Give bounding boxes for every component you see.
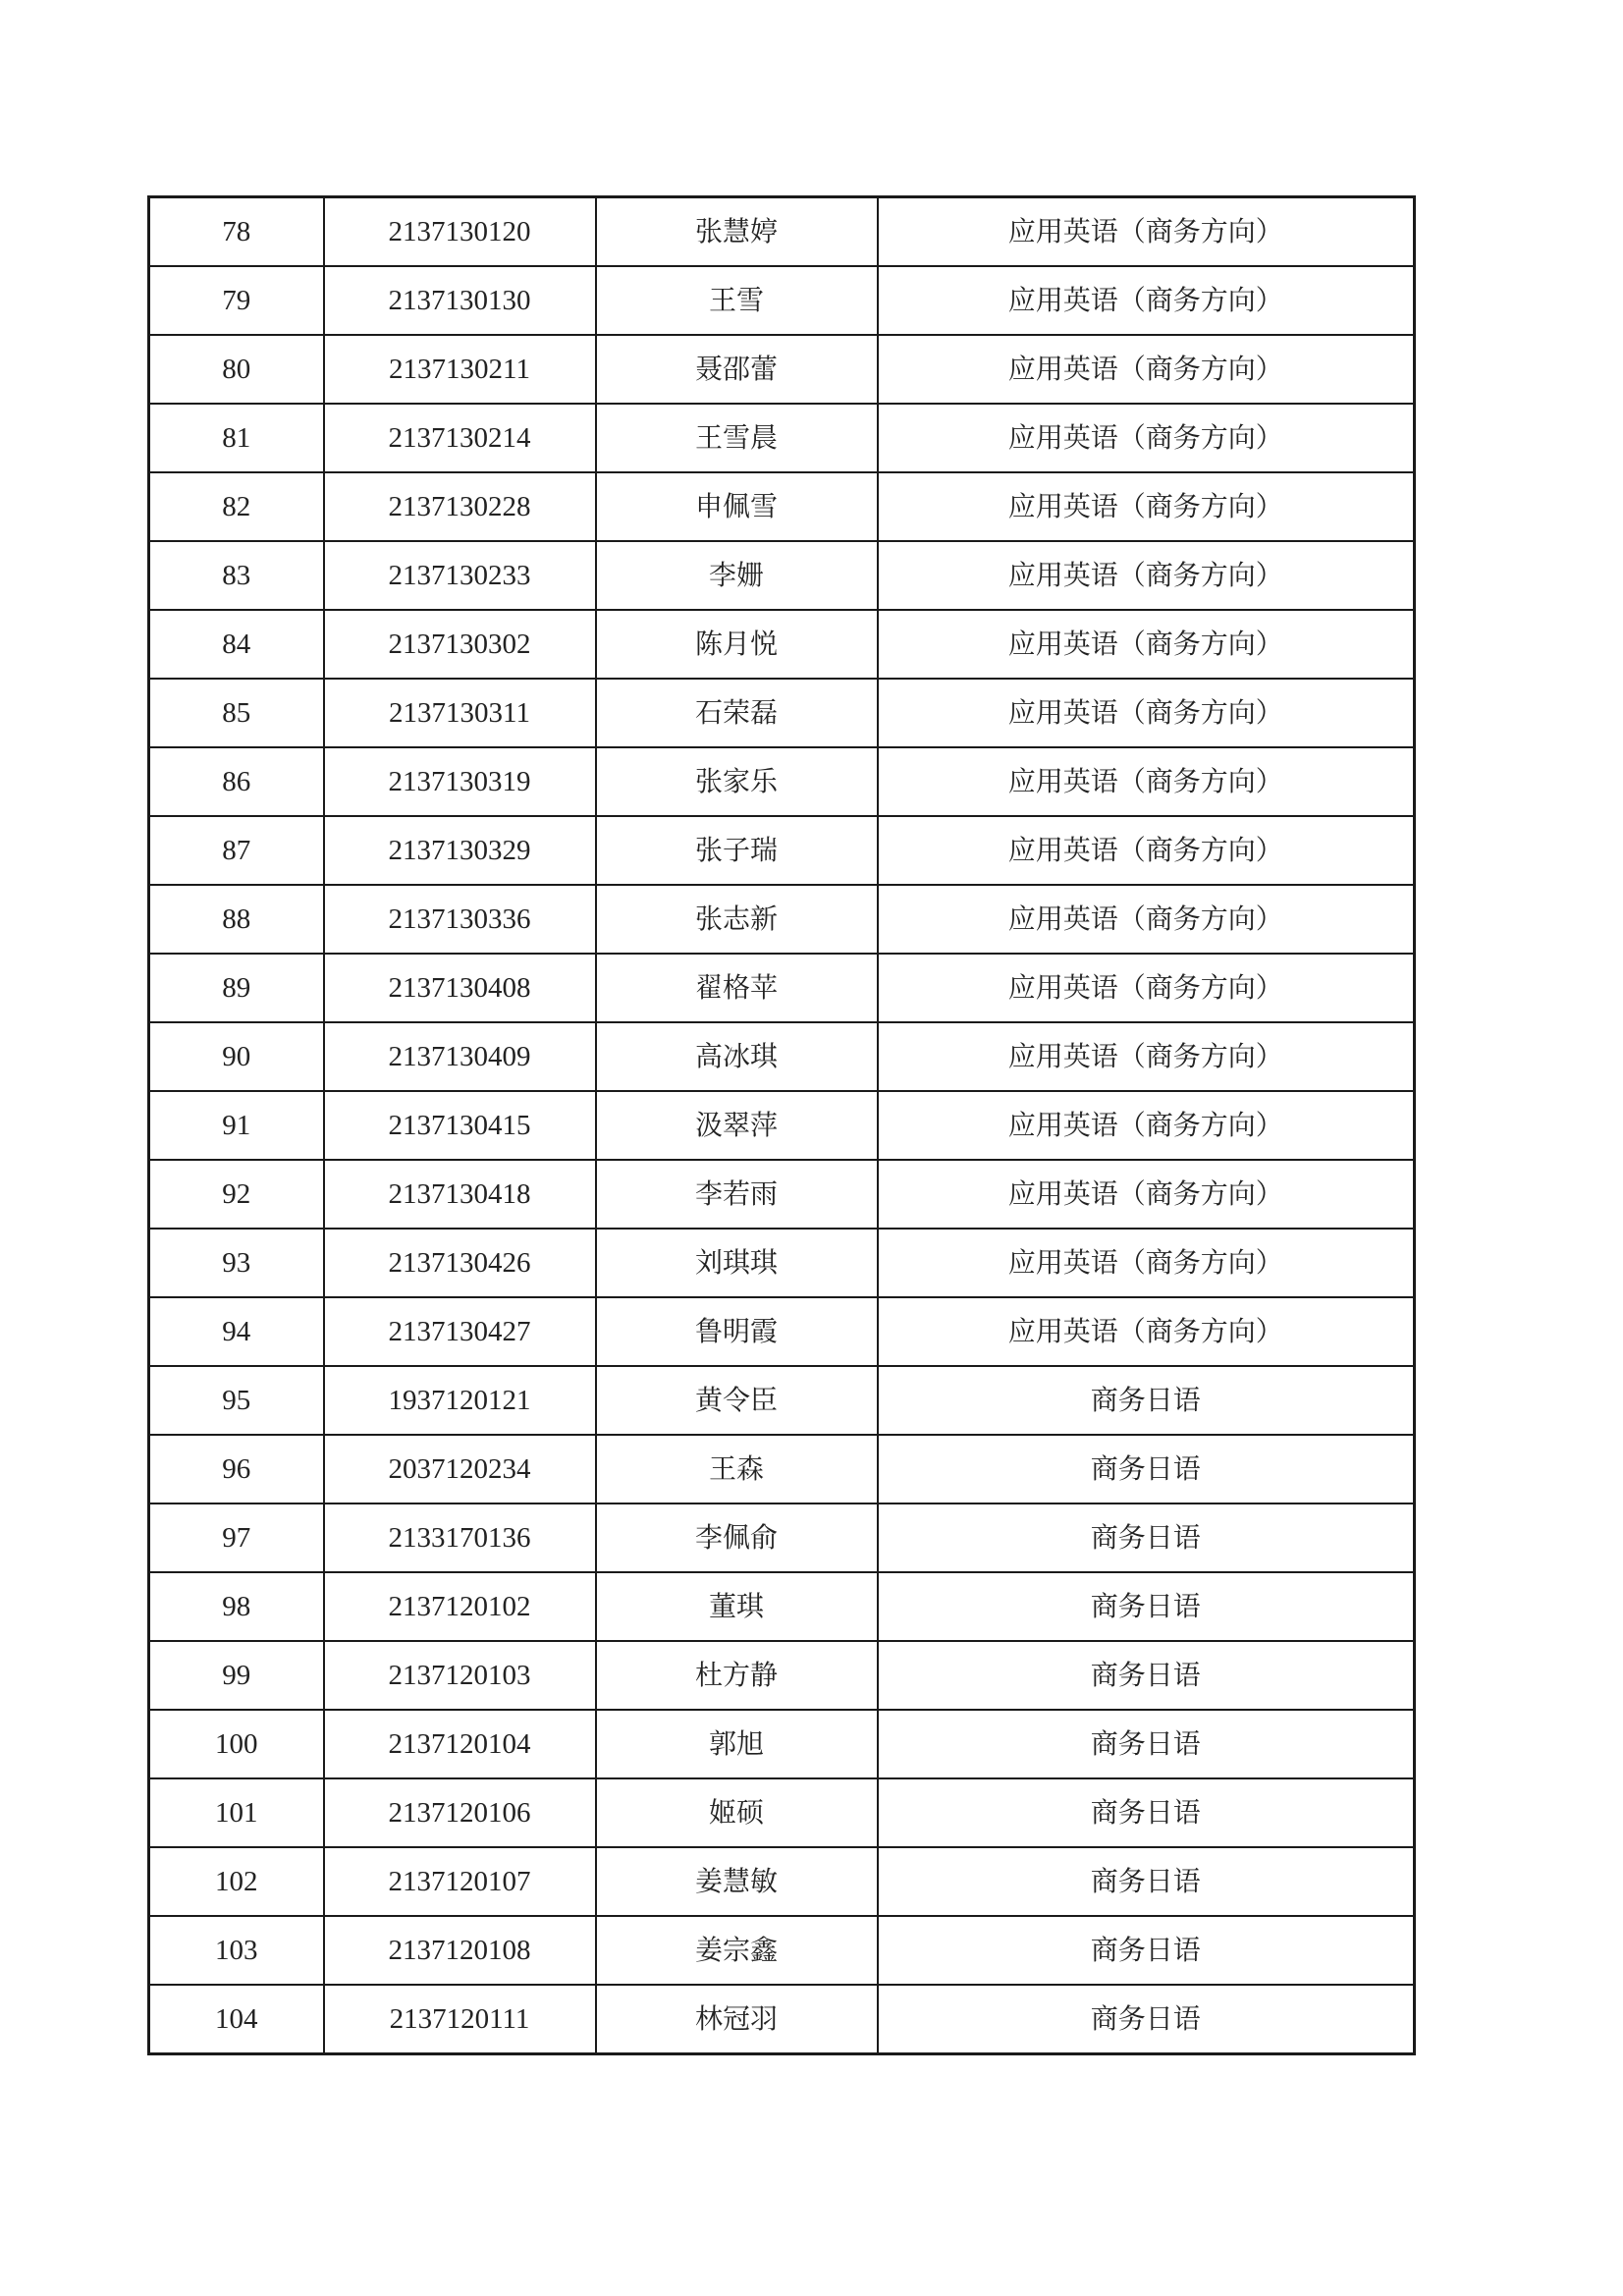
row-number-cell: 102 — [149, 1847, 324, 1916]
table-row — [149, 335, 1415, 404]
major-cell: 应用英语（商务方向） — [878, 679, 1415, 747]
row-number-cell: 100 — [149, 1710, 324, 1778]
student-id-cell: 2137130329 — [324, 816, 596, 885]
table-row — [149, 1503, 1415, 1572]
student-name-cell: 翟格苹 — [596, 954, 878, 1022]
student-table-body — [149, 197, 1415, 2054]
table-row — [149, 1847, 1415, 1916]
student-table — [147, 195, 1416, 2055]
major-cell: 应用英语（商务方向） — [878, 885, 1415, 954]
student-name-cell: 聂邵蕾 — [596, 335, 878, 404]
student-name-cell: 张慧婷 — [596, 197, 878, 267]
table-row — [149, 1297, 1415, 1366]
major-cell: 商务日语 — [878, 1710, 1415, 1778]
row-number-cell: 98 — [149, 1572, 324, 1641]
table-row — [149, 1160, 1415, 1229]
major-cell: 商务日语 — [878, 1435, 1415, 1503]
major-cell: 商务日语 — [878, 1916, 1415, 1985]
major-cell: 商务日语 — [878, 1985, 1415, 2054]
student-id-cell: 2137130120 — [324, 197, 596, 267]
student-id-cell: 2137120108 — [324, 1916, 596, 1985]
row-number-cell: 91 — [149, 1091, 324, 1160]
major-cell: 应用英语（商务方向） — [878, 1160, 1415, 1229]
student-name-cell: 李姗 — [596, 541, 878, 610]
student-id-cell: 2137120103 — [324, 1641, 596, 1710]
student-id-cell: 2137130418 — [324, 1160, 596, 1229]
row-number-cell: 82 — [149, 472, 324, 541]
table-row — [149, 1985, 1415, 2054]
student-name-cell: 刘琪琪 — [596, 1229, 878, 1297]
row-number-cell: 97 — [149, 1503, 324, 1572]
student-id-cell: 2137120104 — [324, 1710, 596, 1778]
major-cell: 应用英语（商务方向） — [878, 747, 1415, 816]
student-id-cell: 2137130409 — [324, 1022, 596, 1091]
student-id-cell: 2137130336 — [324, 885, 596, 954]
row-number-cell: 78 — [149, 197, 324, 267]
row-number-cell: 96 — [149, 1435, 324, 1503]
table-row — [149, 197, 1415, 267]
student-id-cell: 2133170136 — [324, 1503, 596, 1572]
major-cell: 应用英语（商务方向） — [878, 816, 1415, 885]
student-id-cell: 2137120107 — [324, 1847, 596, 1916]
student-id-cell: 2137130415 — [324, 1091, 596, 1160]
student-name-cell: 杜方静 — [596, 1641, 878, 1710]
major-cell: 应用英语（商务方向） — [878, 1022, 1415, 1091]
row-number-cell: 87 — [149, 816, 324, 885]
table-row — [149, 816, 1415, 885]
student-id-cell: 2137130233 — [324, 541, 596, 610]
student-name-cell: 林冠羽 — [596, 1985, 878, 2054]
major-cell: 应用英语（商务方向） — [878, 335, 1415, 404]
row-number-cell: 99 — [149, 1641, 324, 1710]
major-cell: 应用英语（商务方向） — [878, 197, 1415, 267]
table-row — [149, 1572, 1415, 1641]
major-cell: 应用英语（商务方向） — [878, 610, 1415, 679]
student-name-cell: 姬硕 — [596, 1778, 878, 1847]
major-cell: 应用英语（商务方向） — [878, 1297, 1415, 1366]
student-name-cell: 汲翠萍 — [596, 1091, 878, 1160]
student-name-cell: 张志新 — [596, 885, 878, 954]
student-name-cell: 王森 — [596, 1435, 878, 1503]
table-row — [149, 472, 1415, 541]
table-row — [149, 1710, 1415, 1778]
row-number-cell: 85 — [149, 679, 324, 747]
table-row — [149, 1641, 1415, 1710]
student-name-cell: 王雪 — [596, 266, 878, 335]
student-name-cell: 石荣磊 — [596, 679, 878, 747]
student-name-cell: 张家乐 — [596, 747, 878, 816]
student-id-cell: 2137130211 — [324, 335, 596, 404]
row-number-cell: 93 — [149, 1229, 324, 1297]
row-number-cell: 81 — [149, 404, 324, 472]
student-id-cell: 2137130228 — [324, 472, 596, 541]
row-number-cell: 103 — [149, 1916, 324, 1985]
major-cell: 商务日语 — [878, 1641, 1415, 1710]
row-number-cell: 84 — [149, 610, 324, 679]
table-row — [149, 541, 1415, 610]
row-number-cell: 95 — [149, 1366, 324, 1435]
student-name-cell: 李若雨 — [596, 1160, 878, 1229]
student-name-cell: 高冰琪 — [596, 1022, 878, 1091]
student-name-cell: 黄令臣 — [596, 1366, 878, 1435]
student-id-cell: 2137130319 — [324, 747, 596, 816]
row-number-cell: 89 — [149, 954, 324, 1022]
table-row — [149, 747, 1415, 816]
student-id-cell: 2137130214 — [324, 404, 596, 472]
table-row — [149, 1366, 1415, 1435]
student-id-cell: 2137130426 — [324, 1229, 596, 1297]
student-name-cell: 张子瑞 — [596, 816, 878, 885]
student-name-cell: 申佩雪 — [596, 472, 878, 541]
table-row — [149, 610, 1415, 679]
row-number-cell: 94 — [149, 1297, 324, 1366]
table-row — [149, 1091, 1415, 1160]
table-row — [149, 1916, 1415, 1985]
table-row — [149, 266, 1415, 335]
student-name-cell: 董琪 — [596, 1572, 878, 1641]
major-cell: 应用英语（商务方向） — [878, 954, 1415, 1022]
student-name-cell: 郭旭 — [596, 1710, 878, 1778]
student-id-cell: 2137130302 — [324, 610, 596, 679]
major-cell: 商务日语 — [878, 1366, 1415, 1435]
row-number-cell: 104 — [149, 1985, 324, 2054]
student-id-cell: 2137120111 — [324, 1985, 596, 2054]
major-cell: 商务日语 — [878, 1778, 1415, 1847]
major-cell: 应用英语（商务方向） — [878, 404, 1415, 472]
major-cell: 商务日语 — [878, 1503, 1415, 1572]
major-cell: 商务日语 — [878, 1572, 1415, 1641]
student-name-cell: 李佩俞 — [596, 1503, 878, 1572]
major-cell: 应用英语（商务方向） — [878, 541, 1415, 610]
row-number-cell: 92 — [149, 1160, 324, 1229]
major-cell: 应用英语（商务方向） — [878, 1229, 1415, 1297]
student-id-cell: 2137130427 — [324, 1297, 596, 1366]
major-cell: 应用英语（商务方向） — [878, 266, 1415, 335]
row-number-cell: 86 — [149, 747, 324, 816]
table-row — [149, 1778, 1415, 1847]
row-number-cell: 101 — [149, 1778, 324, 1847]
student-name-cell: 王雪晨 — [596, 404, 878, 472]
student-id-cell: 2137130311 — [324, 679, 596, 747]
student-id-cell: 2137130408 — [324, 954, 596, 1022]
student-name-cell: 姜慧敏 — [596, 1847, 878, 1916]
table-row — [149, 1229, 1415, 1297]
table-row — [149, 404, 1415, 472]
student-id-cell: 2037120234 — [324, 1435, 596, 1503]
student-id-cell: 1937120121 — [324, 1366, 596, 1435]
table-row — [149, 679, 1415, 747]
row-number-cell: 79 — [149, 266, 324, 335]
major-cell: 应用英语（商务方向） — [878, 1091, 1415, 1160]
student-id-cell: 2137120106 — [324, 1778, 596, 1847]
table-row — [149, 1022, 1415, 1091]
table-row — [149, 885, 1415, 954]
row-number-cell: 80 — [149, 335, 324, 404]
major-cell: 应用英语（商务方向） — [878, 472, 1415, 541]
student-id-cell: 2137120102 — [324, 1572, 596, 1641]
row-number-cell: 83 — [149, 541, 324, 610]
student-name-cell: 鲁明霞 — [596, 1297, 878, 1366]
student-id-cell: 2137130130 — [324, 266, 596, 335]
student-name-cell: 陈月悦 — [596, 610, 878, 679]
table-row — [149, 1435, 1415, 1503]
major-cell: 商务日语 — [878, 1847, 1415, 1916]
student-name-cell: 姜宗鑫 — [596, 1916, 878, 1985]
row-number-cell: 90 — [149, 1022, 324, 1091]
table-row — [149, 954, 1415, 1022]
row-number-cell: 88 — [149, 885, 324, 954]
